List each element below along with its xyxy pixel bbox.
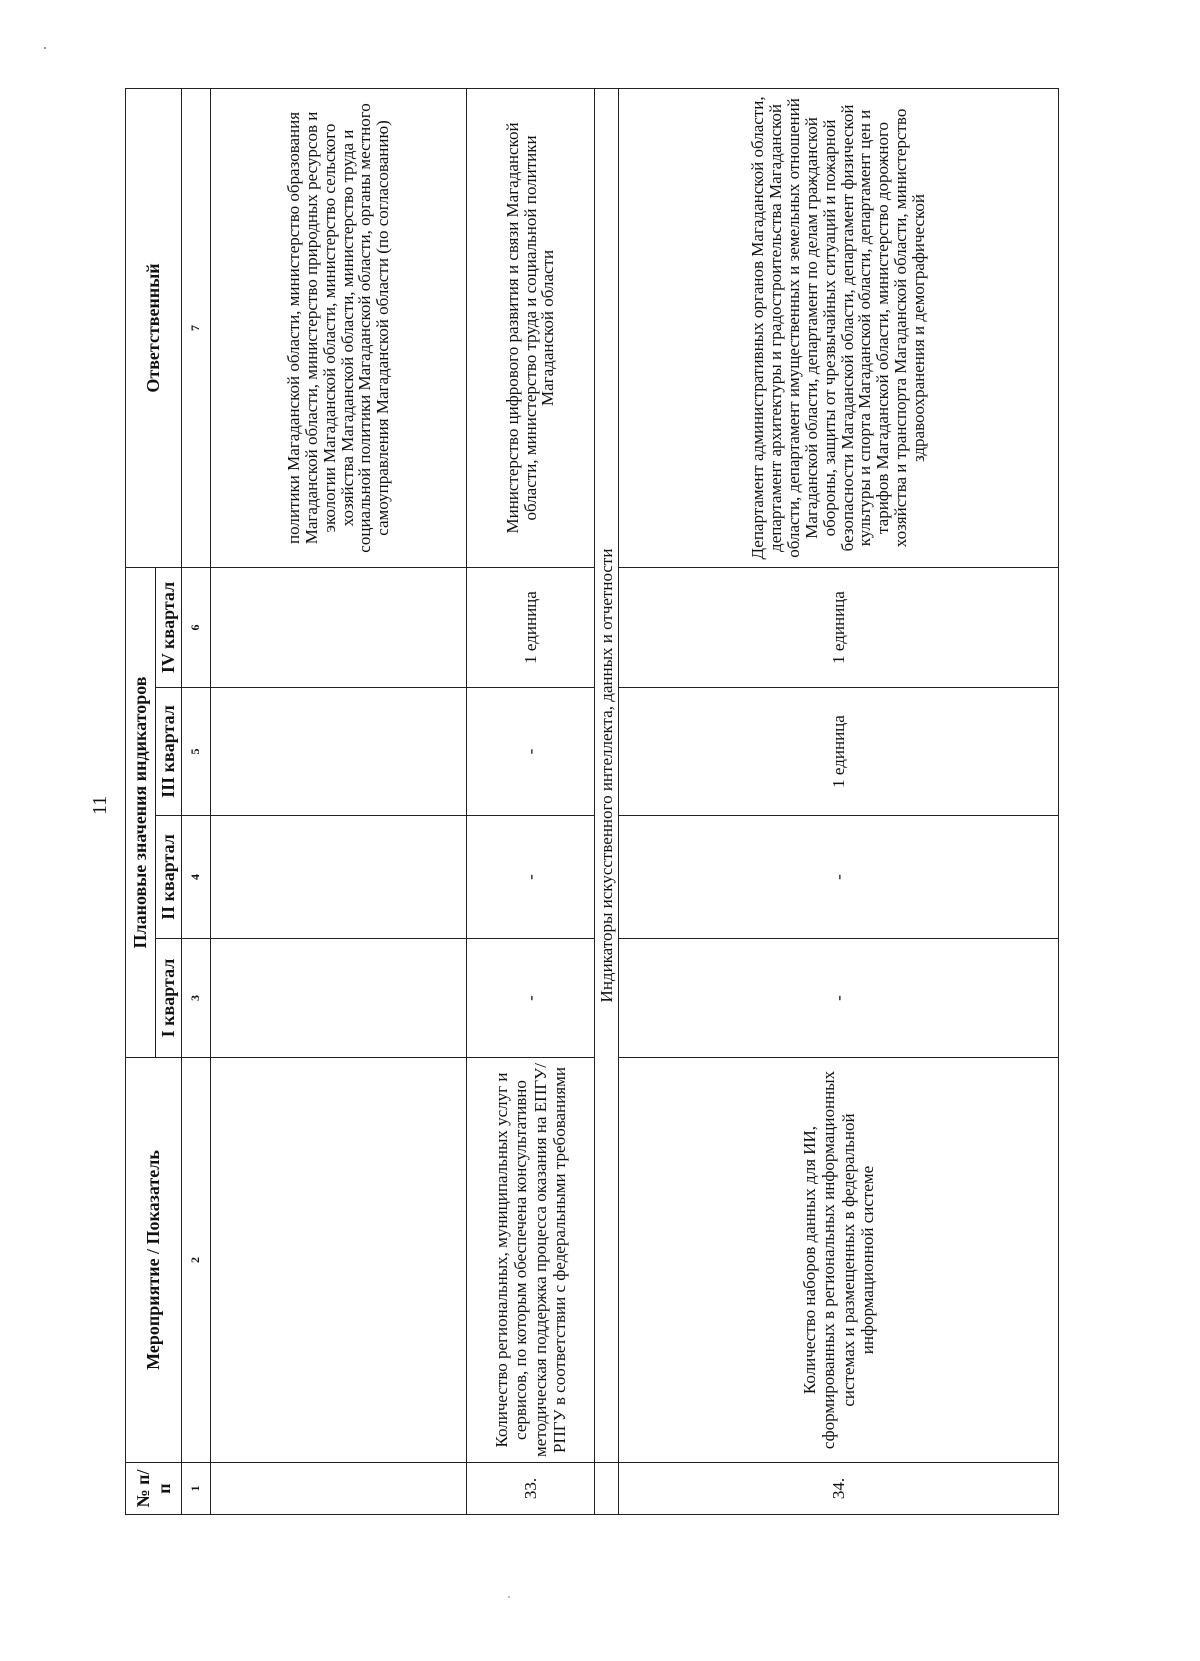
continuation-row — [211, 88, 467, 1514]
q4-value: 1 единица — [619, 567, 1059, 687]
header-responsible: Ответственный — [126, 88, 182, 567]
header-planned-values: Плановые значения индикаторов — [126, 567, 156, 1057]
section-row — [595, 88, 619, 1514]
column-number: 7 — [182, 88, 211, 567]
empty-cell — [211, 688, 467, 816]
column-number: 6 — [182, 567, 211, 687]
section-title: Индикаторы искусственного интеллекта, данных и отчетности — [595, 88, 619, 1462]
responsible-cell: политики Магаданской области, министерство образования Магаданской области, министерство природных ресурсов и экологии Магаданской области, министерство сельского хозяйства Магаданской области, министерство труда и социальной политики Магаданской области, органы местного самоуправления Магаданской области (по согласованию) — [211, 88, 467, 567]
empty-cell — [595, 1463, 619, 1515]
header-q3: III квартал — [156, 688, 182, 816]
column-number: 3 — [182, 939, 211, 1058]
empty-cell — [211, 816, 467, 939]
q1-value: - — [619, 939, 1059, 1058]
table-row — [467, 88, 595, 1514]
header-q1: I квартал — [156, 939, 182, 1058]
rotated-table-container — [125, 89, 1059, 1515]
q2-value: - — [467, 816, 595, 939]
indicator-cell: Количество наборов данных для ИИ, сформированных в региональных информационных системах и размещенных в федеральной информационной системе — [619, 1058, 1059, 1463]
q2-value: - — [619, 816, 1059, 939]
column-number: 1 — [182, 1463, 211, 1515]
q1-value: - — [467, 939, 595, 1058]
column-number: 2 — [182, 1058, 211, 1463]
indicators-table — [125, 88, 1059, 1515]
column-number-row — [182, 88, 211, 1514]
q3-value: 1 единица — [619, 688, 1059, 816]
header-measure: Мероприятие / Показатель — [126, 1058, 182, 1463]
page-number: 11 — [89, 795, 111, 815]
header-num: № п/п — [126, 1463, 182, 1515]
indicator-cell: Количество региональных, муниципальных услуг и сервисов, по которым обеспечена консультативно методическая поддержка процесса оказания на ЕПГУ/РПГУ в соответствии с федеральными требованиями — [467, 1058, 595, 1463]
q4-value: 1 единица — [467, 567, 595, 687]
responsible-cell: Департамент административных органов Магаданской области, департамент архитектуры и градостроительства Магаданской области, департамент имущественных и земельных отношений Магаданской области, департамент по делам гражданской обороны, защиты от чрезвычайных ситуаций и пожарной безопасности Магаданской области, департамент физической культуры и спорта Магаданской области, департамент цен и тарифов Магаданской области, министерство дорожного хозяйства и транспорта Магаданской области, министерство здравоохранения и демографической — [619, 88, 1059, 567]
row-number: 33. — [467, 1463, 595, 1515]
header-row-1 — [126, 88, 156, 1514]
scan-artifact — [44, 47, 46, 49]
empty-cell — [211, 1463, 467, 1515]
row-number: 34. — [619, 1463, 1059, 1515]
empty-cell — [211, 567, 467, 687]
column-number: 5 — [182, 688, 211, 816]
empty-cell — [211, 939, 467, 1058]
header-q2: II квартал — [156, 816, 182, 939]
q3-value: - — [467, 688, 595, 816]
table-row — [619, 88, 1059, 1514]
responsible-cell: Министерство цифрового развития и связи Магаданской области, министерство труда и социальной политики Магаданской области — [467, 88, 595, 567]
scan-artifact — [508, 1596, 510, 1598]
column-number: 4 — [182, 816, 211, 939]
header-q4: IV квартал — [156, 567, 182, 687]
empty-cell — [211, 1058, 467, 1463]
